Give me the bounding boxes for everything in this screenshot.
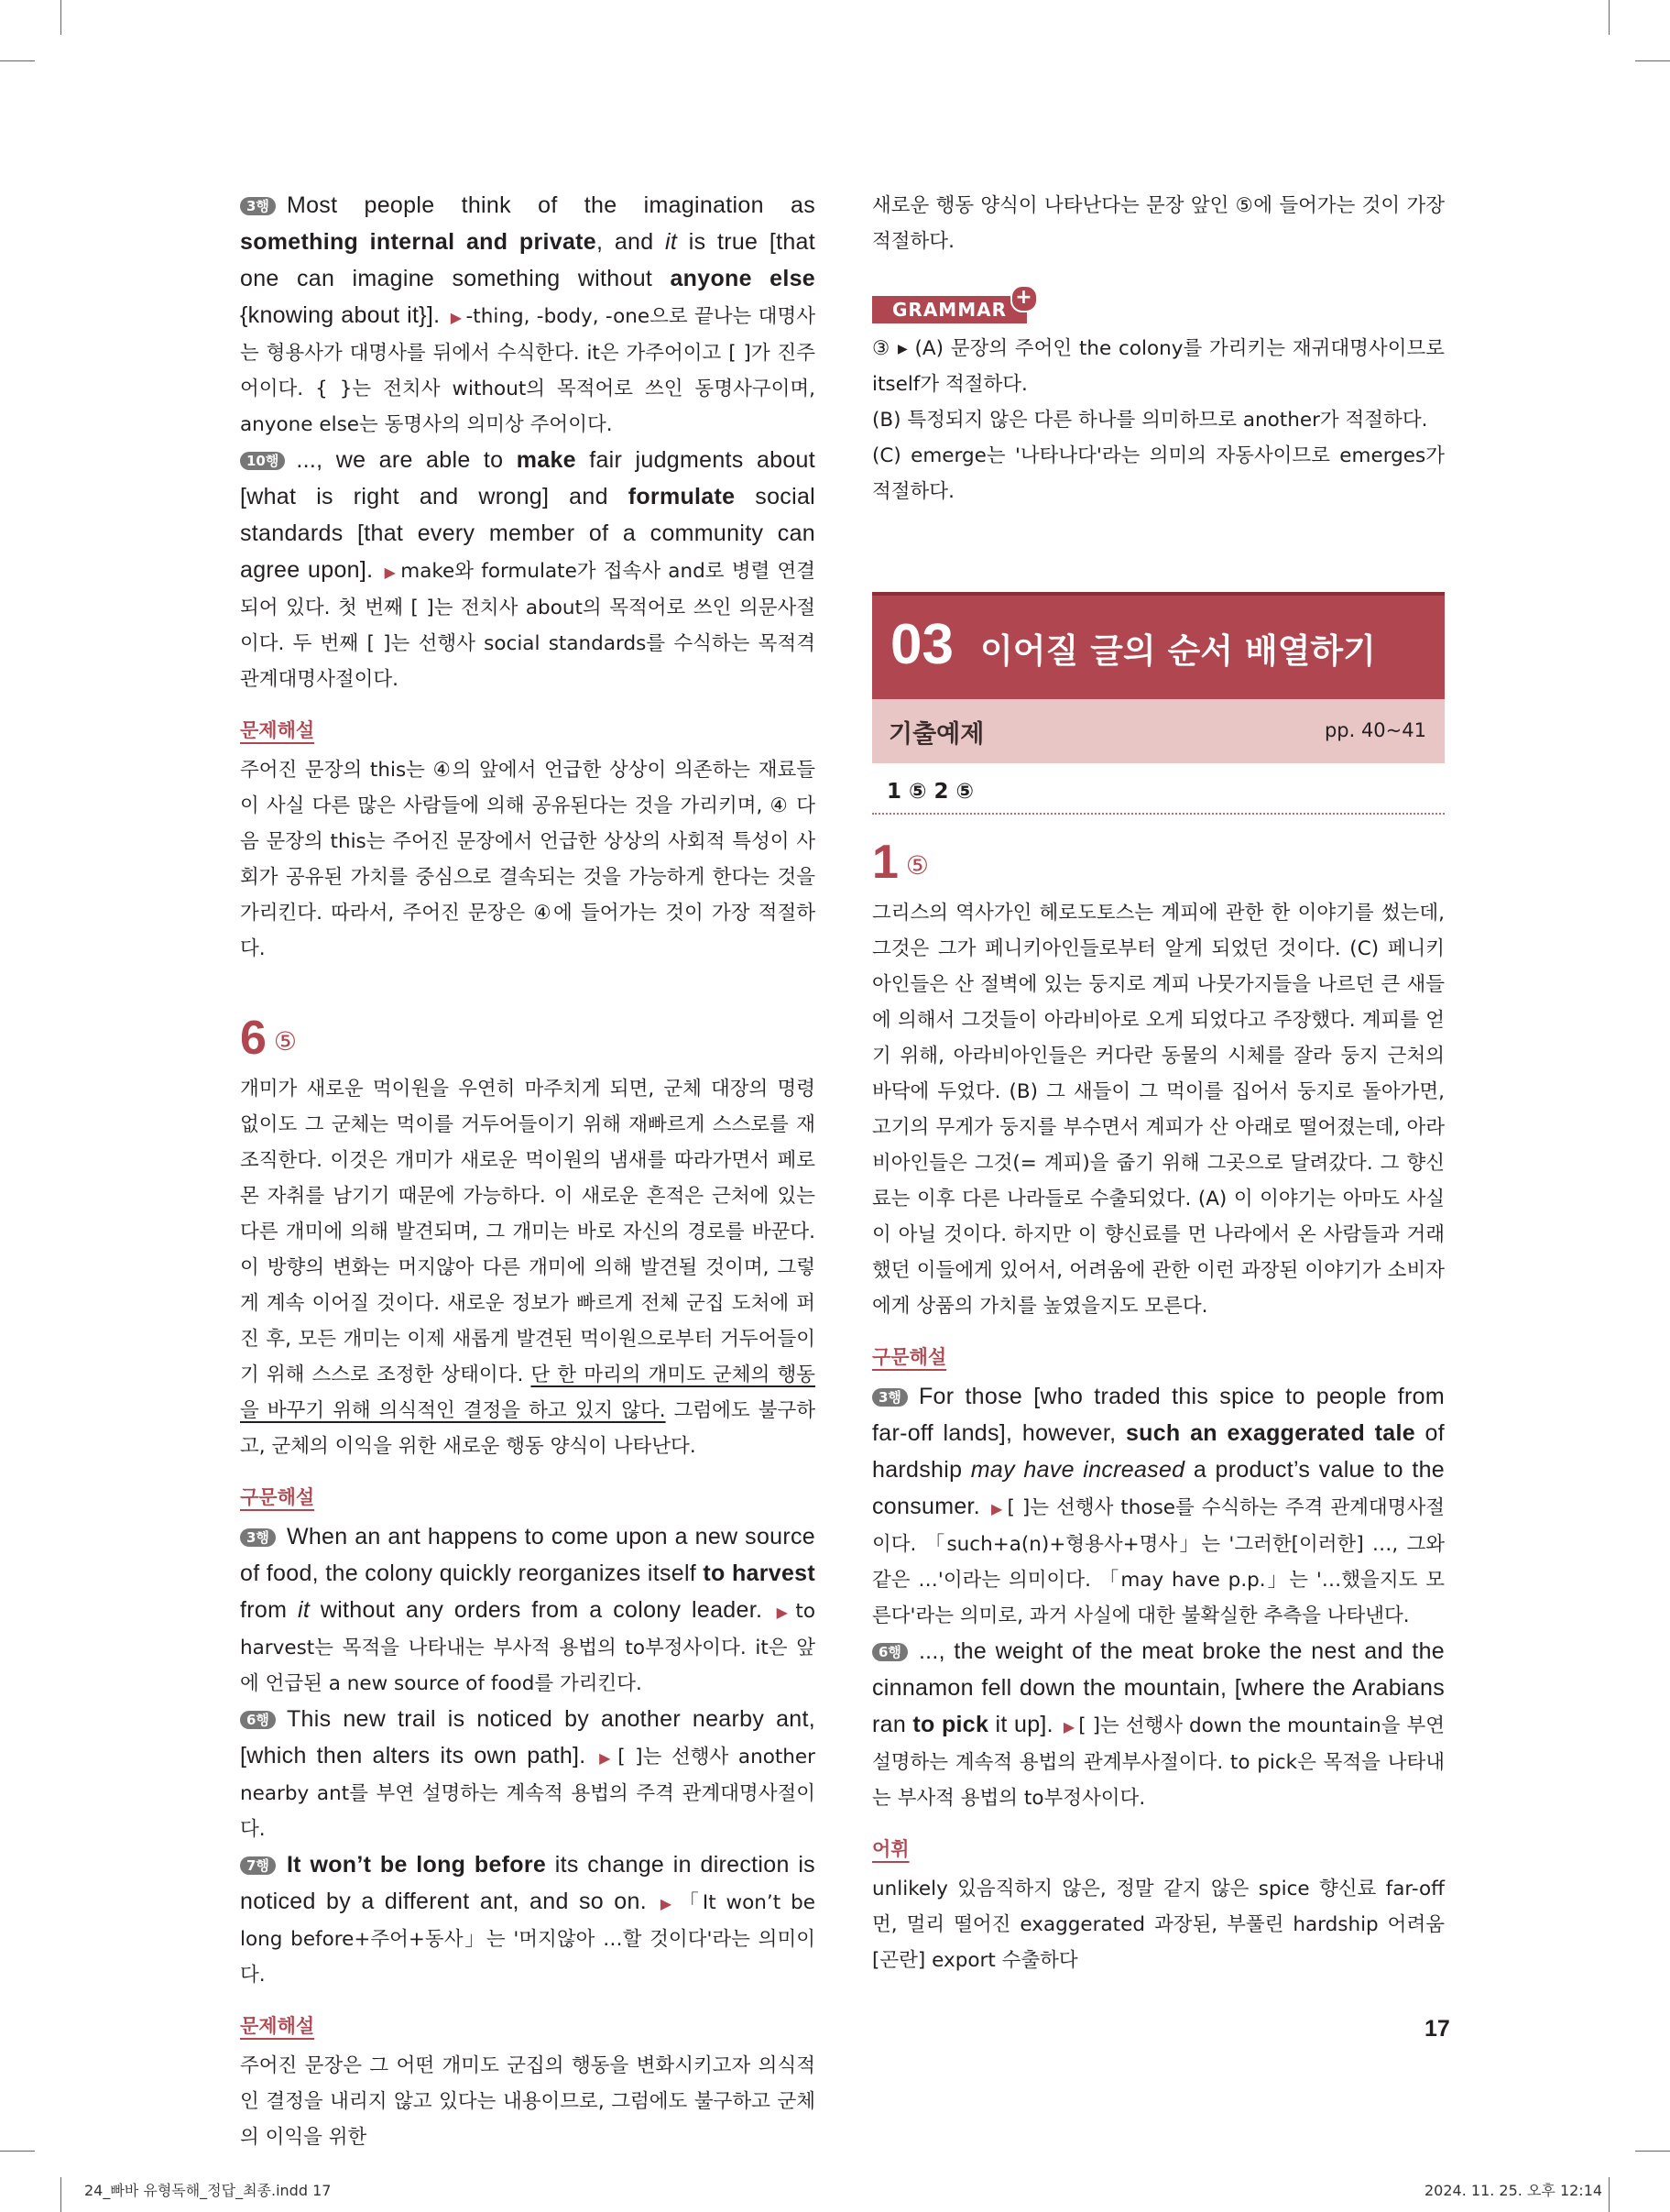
crop-mark bbox=[0, 60, 35, 61]
solution-heading: 문제해설 bbox=[240, 719, 315, 741]
solution-heading: 문제해설 bbox=[240, 2015, 315, 2037]
english-text: without any orders from a colony leader. bbox=[310, 1597, 763, 1623]
bold-text: something internal and private bbox=[240, 229, 596, 255]
korean-note: [ ]는 선행사 another nearby ant를 부연 설명하는 계속적 용법의 주격 관계대명사절이다. bbox=[240, 1746, 815, 1841]
vocabulary-heading: 어휘 bbox=[872, 1838, 910, 1860]
subsection-banner bbox=[872, 699, 1445, 763]
grammar-label: GRAMMAR bbox=[892, 299, 1007, 321]
line-tag: 6행 bbox=[240, 1711, 276, 1729]
grammar-badge bbox=[872, 286, 1033, 323]
crop-mark bbox=[60, 0, 61, 35]
explanation-paragraph bbox=[240, 188, 815, 443]
grammar-text: (C) emerge는 '나타나다'라는 의미의 자동사이므로 emerges가 적절하다. bbox=[872, 444, 1445, 503]
arrow-icon: ▶ bbox=[660, 1895, 676, 1912]
line-tag: 6행 bbox=[872, 1643, 908, 1661]
english-text: is true [that one can imagine something without bbox=[240, 229, 815, 291]
section-number: 03 bbox=[890, 613, 954, 676]
arrow-icon: ▶ bbox=[384, 564, 398, 581]
english-text: ..., the weight of the meat broke the nest and the cinnamon fell down the mountain, [where the Arabians ran bbox=[872, 1638, 1445, 1737]
solution-text: 새로운 행동 양식이 나타난다는 문장 앞인 ⑤에 들어가는 것이 가장 적절하다. bbox=[872, 194, 1445, 253]
section-banner bbox=[872, 592, 1445, 699]
english-text: it up]. bbox=[988, 1712, 1053, 1737]
explanation-paragraph bbox=[240, 443, 815, 697]
english-text: its change in direction is noticed by a different ant, and so on. bbox=[240, 1852, 815, 1914]
english-text: For those [who traded this spice to people from far-off lands], however, bbox=[872, 1384, 1445, 1446]
underlined-sentence: 단 한 마리의 개미도 군체의 행동을 바꾸기 위해 의식적인 결정을 하고 있지 않다. bbox=[240, 1363, 815, 1422]
english-text: Most people think of the imagination as bbox=[286, 192, 815, 218]
explanation-paragraph bbox=[240, 1519, 815, 1702]
answer-key: 1 ⑤ 2 ⑤ bbox=[872, 763, 1445, 815]
arrow-icon: ▶ bbox=[450, 309, 463, 326]
english-text: {knowing about it}]. bbox=[240, 302, 441, 328]
arrow-icon: ▶ bbox=[599, 1749, 615, 1767]
solution-text: 주어진 문장의 this는 ④의 앞에서 언급한 상상이 의존하는 재료들이 사실 다른 많은 사람들에 의해 공유된다는 것을 가리키며, ④ 다음 문장의 this는 주어진 문장에서 언급한 상상의 사회적 특성이 사회가 공유된 가치를 중심으로 결속되는 것을 가능하게 한다는 것을 가리킨다. 따라서, 주어진 문장은 ④에 들어가는 것이 가장 적절하다. bbox=[240, 759, 815, 960]
bold-text: formulate bbox=[628, 484, 736, 509]
bold-text: to harvest bbox=[703, 1560, 815, 1586]
bold-text: make bbox=[516, 447, 576, 473]
question-number: 6 bbox=[240, 1012, 267, 1065]
translation-part: 개미가 새로운 먹이원을 우연히 마주치게 되면, 군체 대장의 명령 없이도 그 군체는 먹이를 거두어들이기 위해 재빠르게 스스로를 재조직한다. 이것은 개미가 새로운 먹이원의 냄새를 따라가면서 페로몬 자취를 남기기 때문에 가능하다. 이 새로운 흔적은 근처에 있는 다른 개미에 의해 발견되며, 그 개미는 바로 자신의 경로를 바꾼다. 이 방향의 변화는 머지않아 다른 개미에 의해 발견될 것이며, 그렇게 계속 이어질 것이다. 새로운 정보가 빠르게 전체 군집 도처에 퍼진 후, 모든 개미는 이제 새롭게 발견된 먹이원으로부터 거두어들이기 위해 스스로 조정한 상태이다. bbox=[240, 1078, 815, 1386]
structure-heading: 구문해설 bbox=[872, 1346, 947, 1368]
english-text: social standards [that every member of a community can agree upon]. bbox=[240, 484, 815, 583]
vocabulary-text: unlikely 있음직하지 않은, 정말 같지 않은 spice 향신료 far-off 먼, 멀리 떨어진 exaggerated 과장된, 부풀린 hardship 어려움[곤란] export 수출하다 bbox=[872, 1878, 1445, 1972]
solution-text: 주어진 문장은 그 어떤 개미도 군집의 행동을 변화시키고자 의식적인 결정을 내리지 않고 있다는 내용이므로, 그럼에도 불구하고 군체의 이익을 위한 bbox=[240, 2054, 815, 2149]
line-tag: 3행 bbox=[240, 1528, 276, 1547]
bold-text: It won’t be long before bbox=[286, 1852, 547, 1878]
translation-part: 그럼에도 불구하고, 군체의 이익을 위한 새로운 행동 양식이 나타난다. bbox=[240, 1399, 815, 1458]
crop-mark bbox=[0, 2151, 35, 2152]
korean-note: [ ]는 선행사 down the mountain을 부연 설명하는 계속적 용법의 관계부사절이다. to pick은 목적을 나타내는 부사적 용법의 to부정사이다. bbox=[872, 1714, 1445, 1810]
explanation-paragraph bbox=[872, 1634, 1445, 1816]
question-header bbox=[872, 835, 1445, 890]
crop-mark bbox=[1609, 0, 1610, 35]
korean-note: [ ]는 선행사 those를 수식하는 주격 관계대명사절이다. 「such+a(n)+형용사+명사」는 '그러한[이러한] …, 그와 같은 …'이라는 의미이다. 「may have p.p.」는 '…했을지도 모른다'라는 의미로, 과거 사실에 대한 불확실한 추측을 나타낸다. bbox=[872, 1496, 1445, 1627]
bold-text: to pick bbox=[912, 1712, 989, 1737]
left-column bbox=[240, 188, 815, 2155]
question-number: 1 bbox=[872, 836, 899, 889]
grammar-text: (B) 특정되지 않은 다른 하나를 의미하므로 another가 적절하다. bbox=[872, 409, 1428, 432]
english-text: This new trail is noticed by another nearby ant, [which then alters its own path]. bbox=[240, 1706, 815, 1769]
section-title: 이어질 글의 순서 배열하기 bbox=[980, 631, 1376, 671]
line-tag: 10행 bbox=[240, 452, 285, 470]
plus-icon: + bbox=[1010, 285, 1038, 312]
bold-text: anyone else bbox=[670, 266, 815, 291]
english-text: fair judgments about [what is right and wrong] and bbox=[240, 447, 815, 509]
crop-mark bbox=[1609, 2177, 1610, 2212]
answer-mark: ⑤ bbox=[273, 1026, 298, 1057]
page-number: 17 bbox=[1424, 2016, 1450, 2042]
explanation-paragraph bbox=[240, 1847, 815, 1993]
structure-heading: 구문해설 bbox=[240, 1486, 315, 1508]
bold-text: such an exaggerated tale bbox=[1125, 1420, 1415, 1446]
line-tag: 3행 bbox=[872, 1388, 908, 1407]
english-text: a product’s value to the consumer. bbox=[872, 1457, 1445, 1519]
crop-mark bbox=[1635, 2151, 1670, 2152]
grammar-text: ③ ▸ (A) 문장의 주어인 the colony를 가리키는 재귀대명사이므로 itself가 적절하다. bbox=[872, 337, 1445, 396]
crop-mark bbox=[60, 2177, 61, 2212]
subsection-label: 기출예제 bbox=[889, 720, 985, 749]
english-text: ..., we are able to bbox=[296, 447, 517, 473]
right-column bbox=[872, 188, 1445, 1978]
page-reference: pp. 40~41 bbox=[1324, 719, 1426, 741]
italic-text: it bbox=[665, 229, 678, 255]
italic-text: it bbox=[297, 1597, 311, 1623]
line-tag: 3행 bbox=[240, 197, 276, 215]
english-text: When an ant happens to come upon a new source of food, the colony quickly reorganizes itself bbox=[240, 1524, 815, 1586]
korean-note: -thing, -body, -one으로 끝나는 대명사는 형용사가 대명사를 뒤에서 수식한다. it은 가주어이고 [ ]가 진주어이다. { }는 전치사 without의 목적어로 쓰인 동명사구이며, anyone else는 동명사의 의미상 주어이다. bbox=[240, 305, 815, 436]
question-header bbox=[240, 1011, 815, 1066]
korean-note: make와 formulate가 접속사 and로 병렬 연결되어 있다. 첫 번째 [ ]는 전치사 about의 목적어로 쓰인 의문사절이다. 두 번째 [ ]는 선행사 social standards를 수식하는 목적격 관계대명사절이다. bbox=[240, 560, 815, 691]
footer-file-info: 24_빠바 유형독해_정답_최종.indd 17 bbox=[84, 2182, 332, 2199]
translation-text bbox=[240, 1071, 815, 1464]
line-tag: 7행 bbox=[240, 1856, 276, 1875]
crop-mark bbox=[1635, 60, 1670, 61]
korean-note: 「It won’t be long before+주어+동사」는 '머지않아 …할 것이다'라는 의미이다. bbox=[240, 1891, 815, 1987]
explanation-paragraph bbox=[872, 1379, 1445, 1634]
italic-text: may have increased bbox=[970, 1457, 1185, 1483]
arrow-icon: ▶ bbox=[1063, 1718, 1075, 1736]
translation-text: 그리스의 역사가인 헤로도토스는 계피에 관한 한 이야기를 썼는데, 그것은 그가 페니키아인들로부터 알게 되었던 것이다. (C) 페니키아인들은 산 절벽에 있는 둥지로 계피 나뭇가지들을 나르던 큰 새들에 의해서 그것들이 아라비아로 오게 되었다고 주장했다. 계피를 얻기 위해, 아라비아인들은 커다란 동물의 시체를 잘라 둥지 근처의 바닥에 두었다. (B) 그 새들이 그 먹이를 집어서 둥지로 돌아가면, 고기의 무게가 둥지를 부수면서 계피가 산 아래로 떨어졌는데, 아라비아인들은 그것(= 계피)을 줍기 위해 그곳으로 달려갔다. 그 향신료는 이후 다른 나라들로 수출되었다. (A) 이 이야기는 아마도 사실이 아닐 것이다. 하지만 이 향신료를 먼 나라에서 온 사람들과 거래했던 이들에게 있어서, 어려움에 관한 이런 과장된 이야기가 소비자에게 상품의 가치를 높였을지도 모른다. bbox=[872, 902, 1445, 1318]
footer-timestamp: 2024. 11. 25. 오후 12:14 bbox=[1424, 2182, 1603, 2199]
answer-mark: ⑤ bbox=[905, 850, 930, 881]
english-text: , and bbox=[595, 229, 666, 255]
arrow-icon: ▶ bbox=[991, 1500, 1004, 1517]
english-text: from bbox=[240, 1597, 298, 1623]
english-text: of hardship bbox=[872, 1420, 1445, 1483]
korean-note: to harvest는 목적을 나타내는 부사적 용법의 to부정사이다. it은 앞에 언급된 a new source of food를 가리킨다. bbox=[240, 1600, 815, 1695]
arrow-icon: ▶ bbox=[776, 1604, 792, 1621]
explanation-paragraph bbox=[240, 1702, 815, 1847]
